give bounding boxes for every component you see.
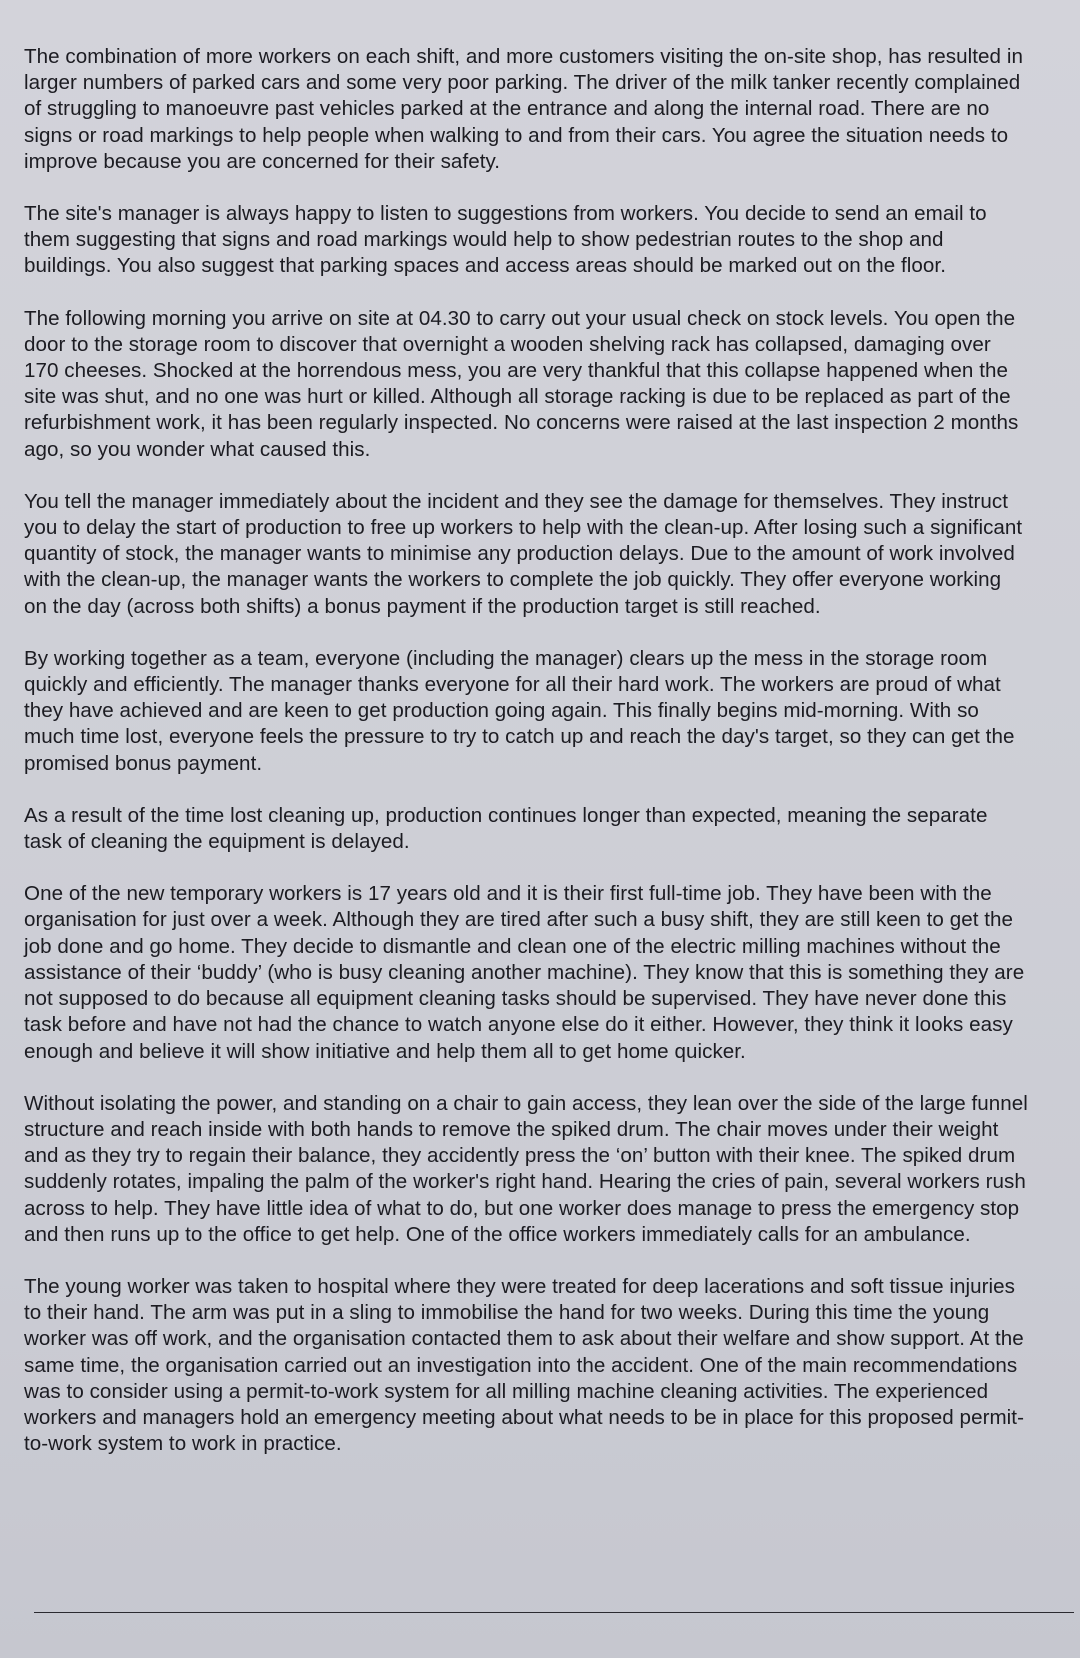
paragraph-investigation: The young worker was taken to hospital where they were treated for deep lacerations and soft tissue injuries to their hand. The arm was put in a sling to immobilise the hand for two weeks. During this time the young worker was off work, and the organisation contacted them to ask about their welfare and show support. At the same time, the organisation carried out an investigation into the accident. One of the main recommendations was to consider using a permit-to-work system for all milling machine cleaning activities. The experienced workers and managers hold an emergency meeting about what needs to be in place for this proposed permit-to-work system to work in practice. <box>24 1274 1024 1456</box>
paragraph-manager-suggestions: The site's manager is always happy to listen to suggestions from workers. You decide to send an email to them suggesting that signs and road markings would help to show pedestrian routes to the shop and buildings. You also suggest that parking spaces and access areas should be marked out on the floor. <box>24 202 987 278</box>
paragraph-accident: Without isolating the power, and standing on a chair to gain access, they lean over the side of the large funnel structure and reach inside with both hands to remove the spiked drum. The chair moves under their weight and as they try to regain their balance, they accidently press the ‘on’ button with their knee. The spiked drum suddenly rotates, impaling the palm of the worker's right hand. Hearing the cries of pain, several workers rush across to help. They have little idea of what to do, but one worker does manage to press the emergency stop and then runs up to the office to get help. One of the office workers immediately calls for an ambulance. <box>24 1091 1028 1246</box>
paragraph-rack-collapse: The following morning you arrive on site at 04.30 to carry out your usual check on stock levels. You open the door to the storage room to discover that overnight a wooden shelving rack has collapsed, damaging over 170 cheeses. Shocked at the horrendous mess, you are very thankful that this collapse happened when the site was shut, and no one was hurt or killed. Although all storage racking is due to be replaced as part of the refurbishment work, it has been regularly inspected. No concerns were raised at the last inspection 2 months ago, so you wonder what caused this. <box>24 306 1019 461</box>
paragraph-clean-up-instructions: You tell the manager immediately about the incident and they see the damage for themselves. They instruct you to delay the start of production to free up workers to help with the clean-up. After losing such a significant quantity of stock, the manager wants to minimise any production delays. Due to the amount of work involved with the clean-up, the manager wants the workers to complete the job quickly. They offer everyone working on the day (across both shifts) a bonus payment if the production target is still reached. <box>24 489 1023 618</box>
paragraph-production-delay: As a result of the time lost cleaning up, production continues longer than expected, meaning the separate task of cleaning the equipment is delayed. <box>24 803 988 854</box>
bottom-divider <box>34 1612 1074 1613</box>
paragraph-teamwork: By working together as a team, everyone (including the manager) clears up the mess in the storage room quickly and efficiently. The manager thanks everyone for all their hard work. The workers are proud of what they have achieved and are keen to get production going again. This finally begins mid-morning. With so much time lost, everyone feels the pressure to try to catch up and reach the day's target, so they can get the promised bonus payment. <box>24 646 1015 775</box>
paragraph-parking: The combination of more workers on each shift, and more customers visiting the on-site shop, has resulted in larger numbers of parked cars and some very poor parking. The driver of the milk tanker recently complained of struggling to manoeuvre past vehicles parked at the entrance and along the internal road. There are no signs or road markings to help people when walking to and from their cars. You agree the situation needs to improve because you are concerned for their safety. <box>24 45 1023 173</box>
paragraph-young-worker: One of the new temporary workers is 17 years old and it is their first full-time job. They have been with the organisation for just over a week. Although they are tired after such a busy shift, they are still keen to get the job done and go home. They decide to dismantle and clean one of the electric milling machines without the assistance of their ‘buddy’ (who is busy cleaning another machine). They know that this is something they are not supposed to do because all equipment cleaning tasks should be supervised. They have never done this task before and have not had the chance to watch anyone else do it either. However, they think it looks easy enough and believe it will show initiative and help them all to get home quicker. <box>24 882 1025 1063</box>
